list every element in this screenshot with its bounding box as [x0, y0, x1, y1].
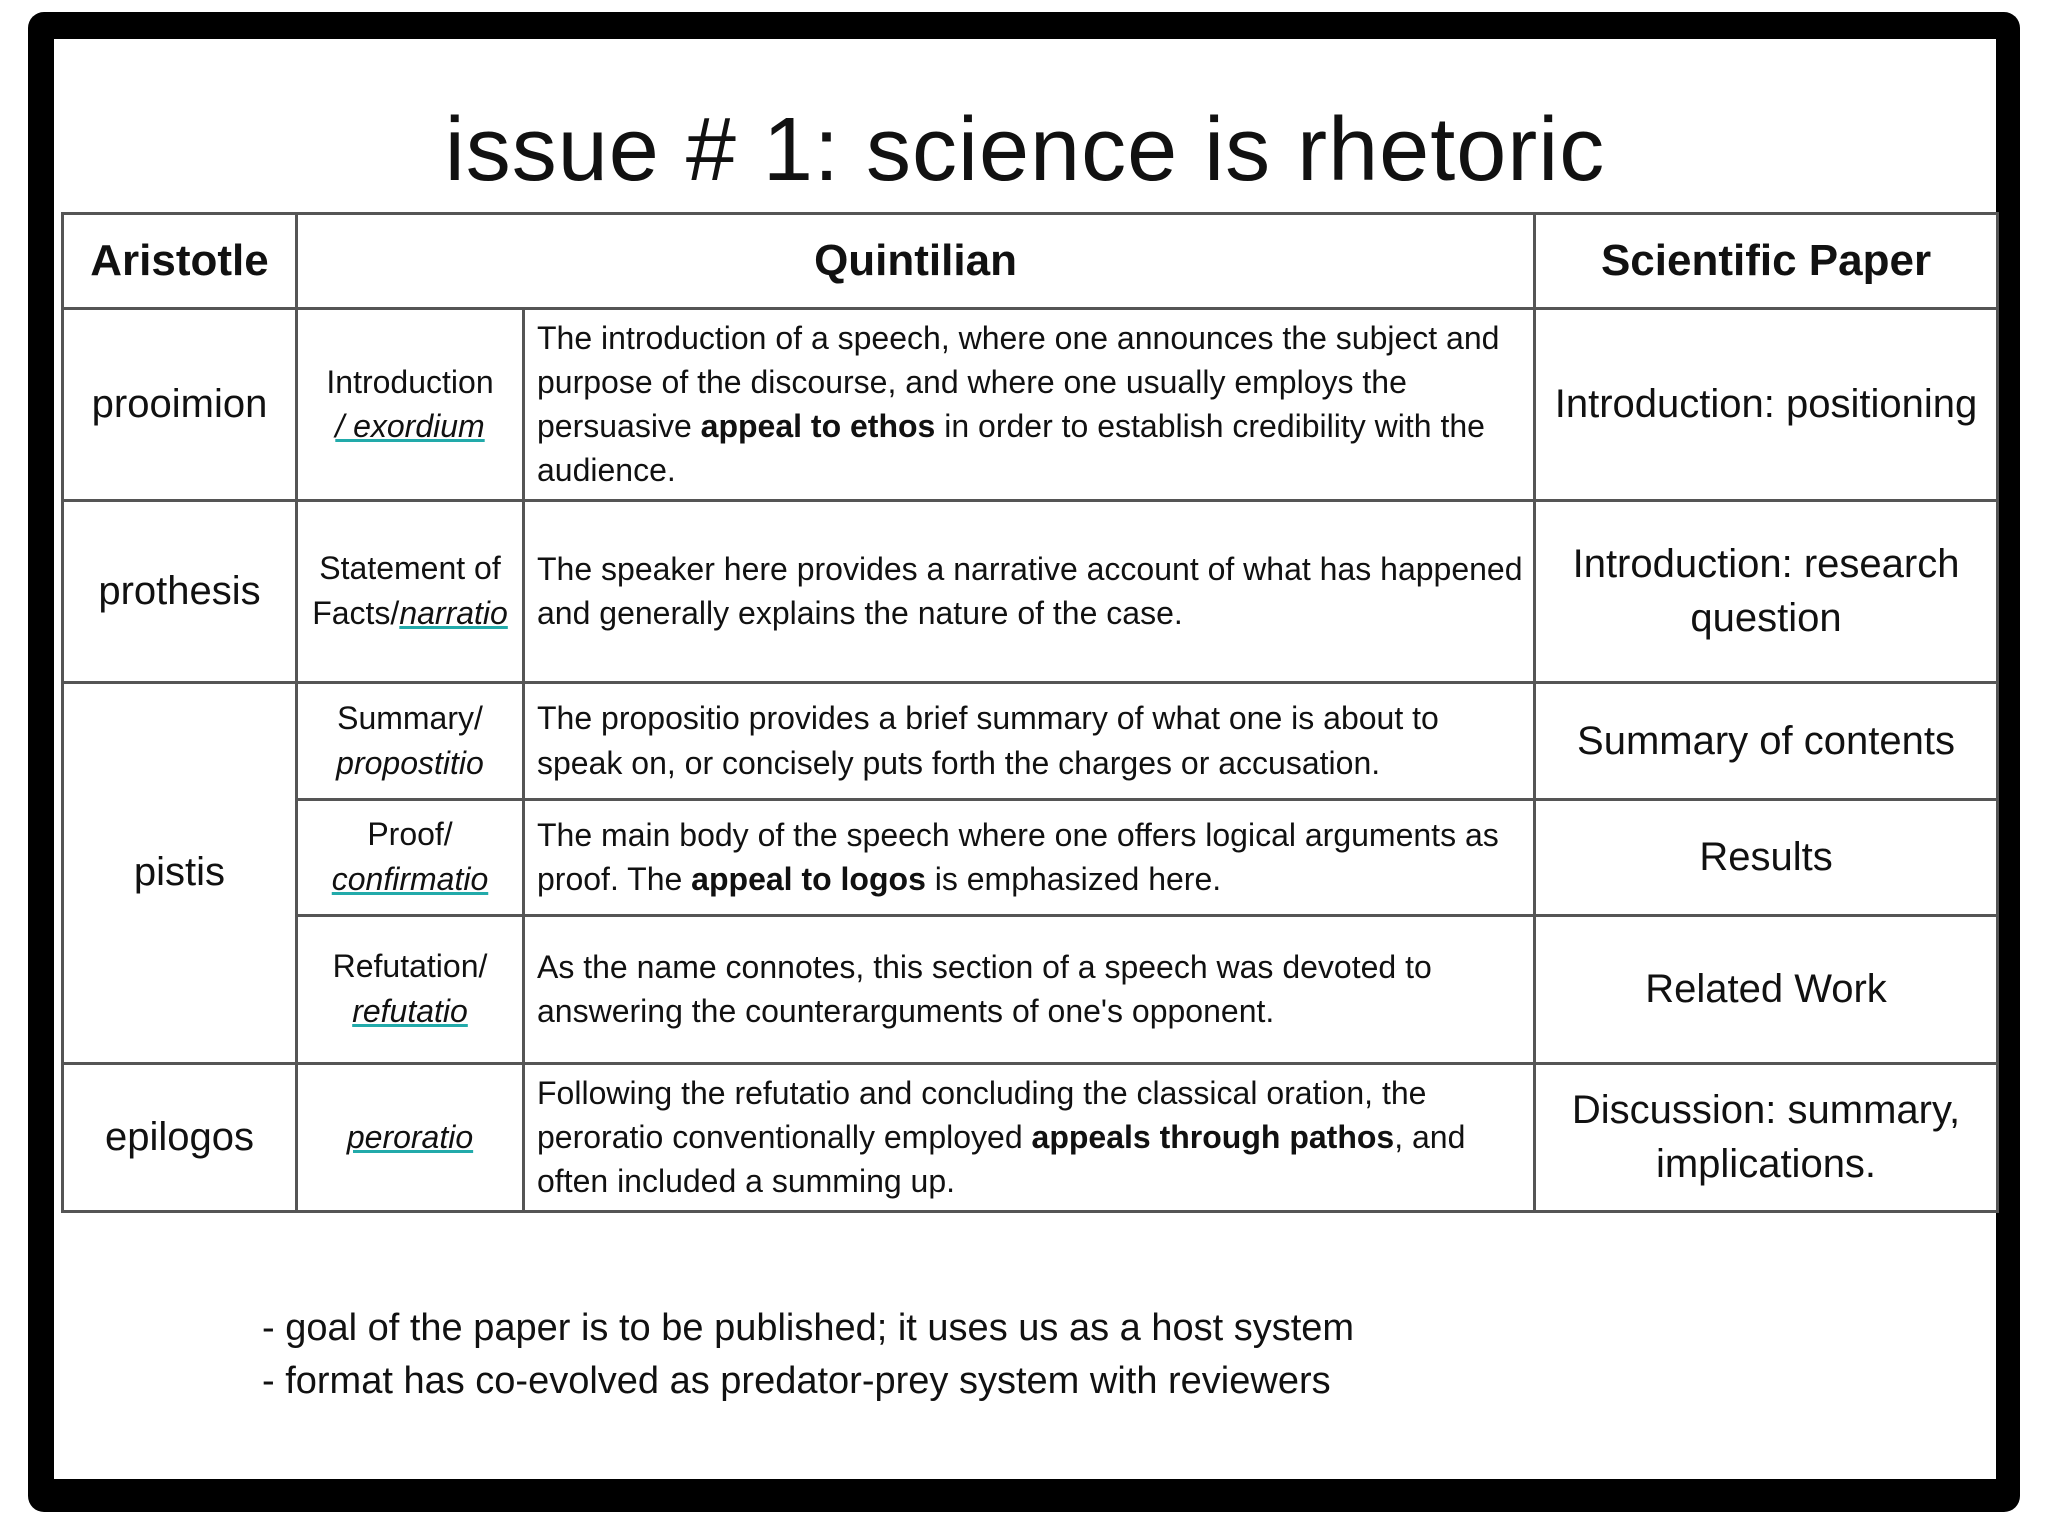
- aristotle-cell: prothesis: [63, 500, 297, 682]
- quintilian-latin-term: peroratio: [346, 1118, 474, 1155]
- quintilian-term-cell: [297, 309, 524, 501]
- quintilian-latin-term: propostitio: [336, 744, 484, 781]
- slide: [54, 39, 1996, 1479]
- quintilian-term: Proof/: [367, 816, 453, 853]
- description-text: , and often included a summing up.: [537, 1119, 1466, 1200]
- description-cell: [524, 309, 1535, 501]
- table-row: [63, 309, 1998, 501]
- description-cell: As the name connotes, this section of a speech was devoted to answering the counterarguments of one's opponent.: [524, 915, 1535, 1063]
- note-line: - format has co-evolved as predator-prey system with reviewers: [262, 1360, 1331, 1403]
- description-emphasis: appeals through pathos: [1031, 1119, 1395, 1156]
- quintilian-latin-term: confirmatio: [331, 861, 489, 898]
- quintilian-latin-term: refutatio: [352, 993, 468, 1030]
- quintilian-term-cell: [297, 682, 524, 799]
- table-row: [63, 1063, 1998, 1211]
- description-emphasis: appeal to logos: [691, 861, 926, 898]
- paper-section-cell: Discussion: summary, implications.: [1535, 1063, 1998, 1211]
- aristotle-cell: pistis: [63, 682, 297, 1063]
- paper-section-cell: Introduction: research question: [1535, 500, 1998, 682]
- description-text: Following the refutatio and concluding the classical oration, the peroratio conventionally employed: [537, 1074, 1427, 1156]
- slide-notes: [262, 1302, 1354, 1408]
- header-quintilian: Quintilian: [297, 214, 1535, 309]
- slide-title: issue # 1: science is rhetoric: [444, 100, 1606, 200]
- quintilian-term: Summary/: [337, 699, 483, 736]
- paper-section-cell: Related Work: [1535, 915, 1998, 1063]
- description-cell: [524, 799, 1535, 915]
- quintilian-latin-term: narratio: [399, 595, 508, 632]
- quintilian-term-cell: [297, 799, 524, 915]
- header-aristotle: Aristotle: [63, 214, 297, 309]
- paper-section-cell: Summary of contents: [1535, 682, 1998, 799]
- table-row: [63, 915, 1998, 1063]
- quintilian-term-cell: [297, 1063, 524, 1211]
- table-header-row: [63, 214, 1998, 309]
- description-cell: The propositio provides a brief summary of what one is about to speak on, or concisely puts forth the charges or accusation.: [524, 682, 1535, 799]
- description-text: The main body of the speech where one offers logical arguments as proof. The: [537, 816, 1499, 898]
- paper-section-cell: Results: [1535, 799, 1998, 915]
- description-text: The introduction of a speech, where one announces the subject and purpose of the discourse, and where one usually employs the persuasive: [537, 320, 1500, 445]
- table-row: [63, 799, 1998, 915]
- quintilian-term-cell: [297, 915, 524, 1063]
- note-line: - goal of the paper is to be published; it uses us as a host system: [262, 1307, 1355, 1349]
- quintilian-term-cell: [297, 500, 524, 682]
- quintilian-term: Introduction: [326, 363, 494, 400]
- rhetoric-table: [61, 212, 1999, 1213]
- quintilian-term: Refutation/: [332, 948, 488, 985]
- description-cell: The speaker here provides a narrative account of what has happened and generally explains the nature of the case.: [524, 500, 1535, 682]
- header-scientific-paper: Scientific Paper: [1535, 214, 1998, 309]
- description-text: in order to establish credibility with the audience.: [537, 408, 1485, 489]
- description-text: is emphasized here.: [925, 861, 1222, 898]
- aristotle-cell: prooimion: [63, 309, 297, 501]
- quintilian-term: Statement of Facts/: [312, 550, 501, 632]
- description-emphasis: appeal to ethos: [700, 408, 936, 445]
- table-row: [63, 682, 1998, 799]
- description-cell: [524, 1063, 1535, 1211]
- quintilian-latin-term: / exordium: [335, 408, 485, 445]
- table-row: [63, 500, 1998, 682]
- aristotle-cell: epilogos: [63, 1063, 297, 1211]
- paper-section-cell: Introduction: positioning: [1535, 309, 1998, 501]
